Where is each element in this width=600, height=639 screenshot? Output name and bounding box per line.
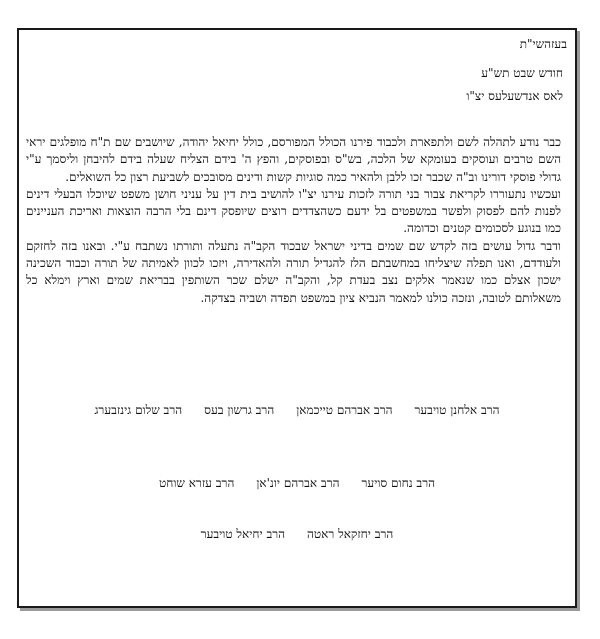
letter-body (26, 134, 561, 307)
signature-row (59, 476, 535, 490)
signature-name: הרב אלחנן טויבער (414, 403, 500, 417)
body-paragraph: כבר נודע לתהלה לשם ולתפארת ולכבוד פירנו הכולל המפורסם, כולל יחיאל יהודה, שיושבים שם ת"ח מופלגים יראי השם טרבים ועוסקים בעומקא של הלכה, בש"ס ובפוסקים, והפץ ה' בידם הצליח שעלה בידם להיבחן וליסמך ע"י גדולי פוסקי דורינו וב"ה שכבר זכו ללבן ולהאיר כמה סוגיות קשות ודינים מסובכים לשביעת רצון כל השואלים. (26, 135, 561, 184)
date-abbreviation: בעזהשי"ת (519, 37, 567, 51)
signature-name: הרב אברהם טייכמאן (296, 403, 393, 417)
signature-name: הרב יחיאל טויבער (200, 527, 286, 541)
body-paragraph: ועכשיו נתעוררו לקריאת צבור בני תורה לזכות עירנו יצ"ו להושיב בית דין על עניני חושן משפט שיוכלו הבעלי דינים לפנות להם לפסוק ולפשר במשפטים בל ידעם כשהצדדים רוצים שיופסק דינם בלי הרבה הוצאות ואריכת העניינים כמו בנוגע לסכומים קטנים וכדומה. (26, 186, 561, 236)
signature-name: הרב שלום גינזבערג (94, 403, 183, 417)
signature-row (59, 403, 535, 417)
addressee-line: לאס אנדשעלעס יצ"ו (466, 89, 563, 103)
signature-name: הרב אברהם יונ'אן (256, 476, 340, 490)
signature-name: הרב נחום סויער (361, 476, 436, 490)
letter-frame (17, 28, 577, 608)
signature-name: הרב גרשון בעס (204, 403, 275, 417)
signature-row (59, 527, 535, 541)
signature-name: הרב יחזקאל ראטה (307, 527, 394, 541)
date-month-line: חודש שבט תש"ע (481, 66, 563, 80)
signature-name: הרב עזרא שוחט (159, 476, 235, 490)
body-paragraph: ודבר גדול עושים בזה לקדש שם שמים בדיני ישראל שבכוד הקב"ה נתעלה ותורתו נשתבח ע"י. ובאנו בזה לחזקם ולעודדם, ואנו תפלה שיצליחו במחשבתם הלז להגדיל תורה ולהאדירה, ויזכו לכוון לאמיתה של תורה וכבוד השכינה ישכון אצלם כמו שנאמר אלקים נצב בעדת קל, והקב"ה ישלם שכר השותפין בבריאת שמים וארץ וימלא כל משאלותם לטובה, ונזכה כולנו למאמר הנביא ציון במשפט תפדה ושביה בצדקה. (26, 238, 562, 305)
